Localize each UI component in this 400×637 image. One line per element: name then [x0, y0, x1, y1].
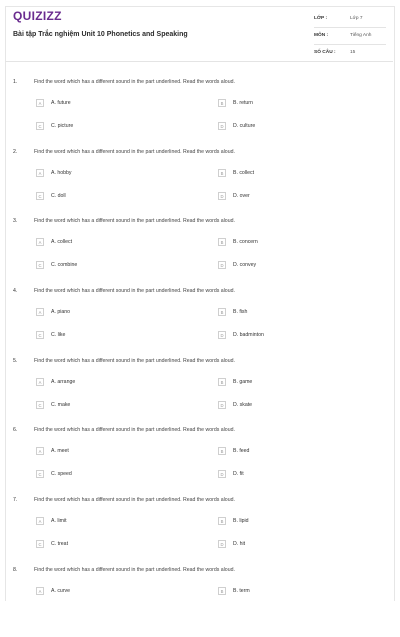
question-number: 4.: [13, 288, 18, 295]
question-text: Find the word which has a different sound in the part underlined. Read the words aloud.: [34, 357, 235, 364]
option-letter-box: B: [218, 169, 226, 177]
option-letter-box: B: [218, 99, 226, 107]
question-item: [0, 358, 400, 428]
option-text: D. over: [233, 192, 250, 199]
option-letter-box: C: [36, 122, 44, 130]
option-letter-box: C: [36, 192, 44, 200]
question-text: Find the word which has a different sound in the part underlined. Read the words aloud.: [34, 148, 235, 155]
question-text: Find the word which has a different sound in the part underlined. Read the words aloud.: [34, 218, 235, 225]
option-text: C. doll: [51, 192, 66, 199]
option-text: D. convey: [233, 262, 257, 269]
meta-grade-value: Lớp 7: [350, 16, 363, 21]
option-letter-box: B: [218, 587, 226, 595]
option-text: A. meet: [51, 448, 69, 455]
option-letter-box: B: [218, 308, 226, 316]
option-letter-box: B: [218, 517, 226, 525]
option-text: A. piano: [51, 309, 71, 316]
option-letter-box: B: [218, 378, 226, 386]
meta-grade-label: LỚP :: [314, 16, 328, 21]
option-letter-box: D: [218, 261, 226, 269]
worksheet-title: Bài tập Trắc nghiệm Unit 10 Phonetics and Speaking: [13, 31, 188, 38]
option-text: A. future: [51, 100, 71, 106]
meta-subject-label: MÔN :: [314, 33, 329, 38]
option-text: C. treat: [51, 541, 69, 548]
option-letter-box: C: [36, 261, 44, 269]
option-letter-box: A: [36, 238, 44, 246]
question-number: 3.: [13, 218, 18, 225]
question-item: [0, 497, 400, 567]
meta-count-label: SỐ CÂU :: [314, 50, 336, 55]
option-text: A. curve: [51, 587, 71, 594]
question-number: 5.: [13, 357, 18, 364]
question-item: [0, 427, 400, 497]
option-letter-box: A: [36, 99, 44, 107]
question-item: [0, 79, 400, 149]
quizizz-logo: QUIZIZZ: [13, 9, 62, 23]
option-letter-box: B: [218, 238, 226, 246]
question-list: [0, 79, 400, 637]
option-text: B. return: [233, 100, 253, 106]
option-text: C. combine: [51, 262, 78, 269]
option-text: A. hobby: [51, 169, 72, 176]
option-text: B. fish: [233, 309, 248, 316]
question-number: 8.: [13, 566, 18, 573]
meta-subject-row: [314, 28, 386, 45]
option-letter-box: C: [36, 540, 44, 548]
meta-grade-row: [314, 11, 386, 28]
option-text: D. culture: [233, 123, 256, 129]
option-text: C. like: [51, 332, 66, 339]
option-text: A. arrange: [51, 378, 76, 385]
meta-count-row: [314, 45, 386, 62]
option-letter-box: A: [36, 169, 44, 177]
question-number: 7.: [13, 497, 18, 504]
question-item: [0, 218, 400, 288]
header-divider: [5, 61, 393, 62]
question-text: Find the word which has a different sound in the part underlined. Read the words aloud.: [34, 79, 235, 85]
option-letter-box: B: [218, 447, 226, 455]
option-text: C. make: [51, 401, 71, 408]
option-letter-box: A: [36, 378, 44, 386]
worksheet-meta: [314, 11, 386, 62]
question-number: 1.: [13, 79, 18, 85]
option-text: B. term: [233, 587, 250, 594]
option-text: D. fit: [233, 471, 244, 478]
option-letter-box: D: [218, 470, 226, 478]
option-text: C. speed: [51, 471, 72, 478]
option-text: B. game: [233, 378, 253, 385]
question-text: Find the word which has a different sound in the part underlined. Read the words aloud.: [34, 566, 235, 573]
question-item: [0, 149, 400, 219]
question-text: Find the word which has a different sound in the part underlined. Read the words aloud.: [34, 427, 235, 434]
option-text: D. skate: [233, 401, 253, 408]
question-text: Find the word which has a different sound in the part underlined. Read the words aloud.: [34, 288, 235, 295]
option-letter-box: A: [36, 517, 44, 525]
option-text: B. feed: [233, 448, 250, 455]
meta-subject-value: Tiếng Anh: [350, 33, 372, 38]
option-letter-box: D: [218, 401, 226, 409]
option-text: A. collect: [51, 239, 73, 246]
question-number: 6.: [13, 427, 18, 434]
option-text: B. collect: [233, 169, 255, 176]
question-number: 2.: [13, 148, 18, 155]
meta-count-value: 15: [350, 50, 356, 55]
option-text: C. picture: [51, 123, 74, 129]
option-letter-box: C: [36, 470, 44, 478]
option-text: A. limit: [51, 518, 67, 525]
option-letter-box: D: [218, 122, 226, 130]
option-letter-box: D: [218, 331, 226, 339]
option-letter-box: A: [36, 447, 44, 455]
option-text: D. hit: [233, 541, 246, 548]
option-letter-box: C: [36, 331, 44, 339]
option-letter-box: D: [218, 540, 226, 548]
question-text: Find the word which has a different sound in the part underlined. Read the words aloud.: [34, 497, 235, 504]
question-item: [0, 567, 400, 637]
option-text: B. concern: [233, 239, 258, 246]
question-item: [0, 288, 400, 358]
option-letter-box: D: [218, 192, 226, 200]
option-letter-box: A: [36, 308, 44, 316]
option-letter-box: A: [36, 587, 44, 595]
option-text: D. badminton: [233, 332, 264, 339]
option-letter-box: C: [36, 401, 44, 409]
option-text: B. lipid: [233, 518, 249, 525]
